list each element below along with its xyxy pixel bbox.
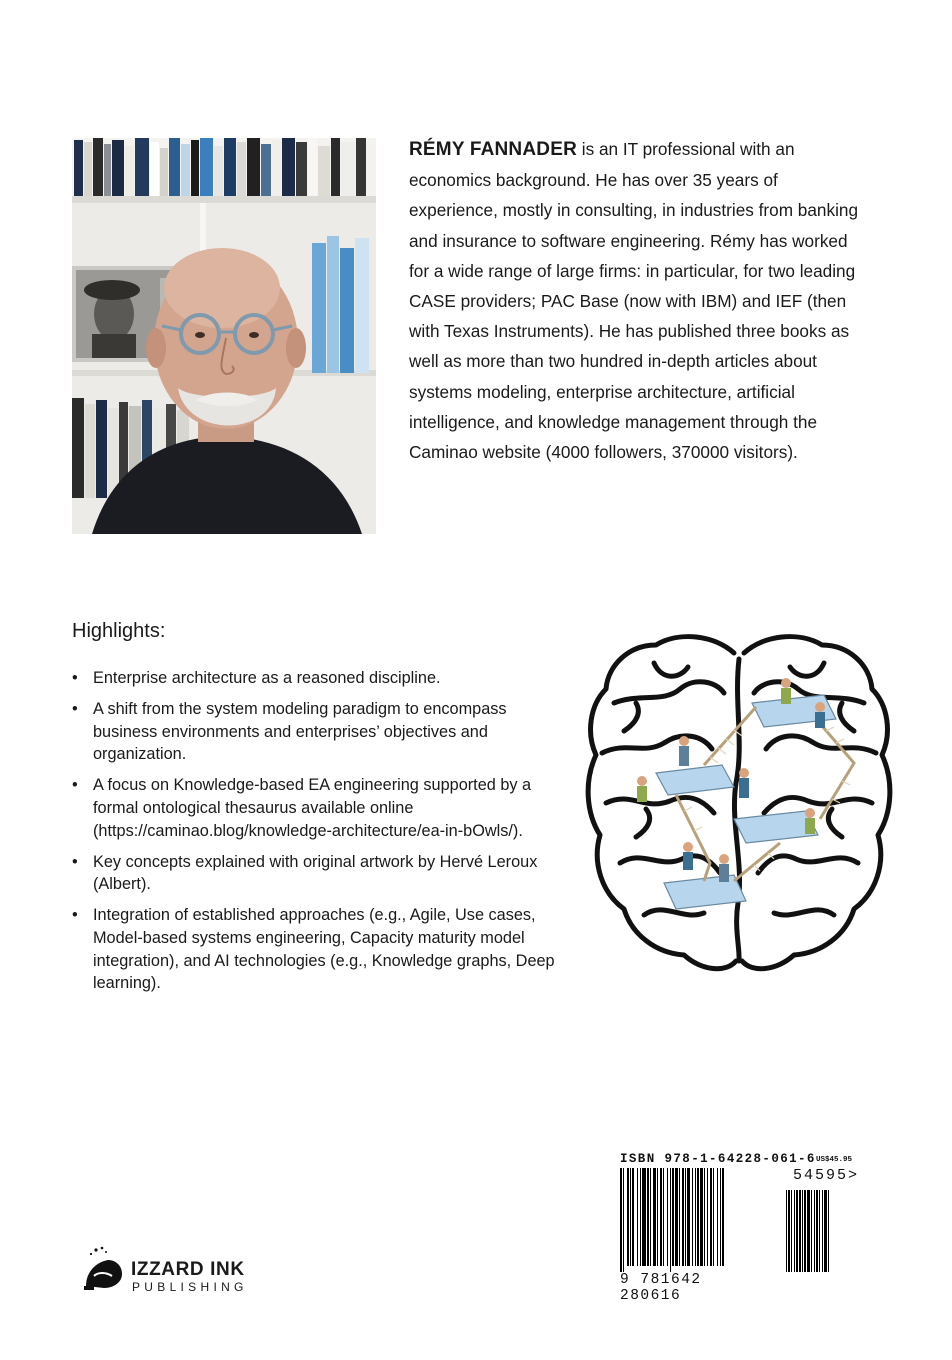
barcode-bar bbox=[685, 1168, 686, 1266]
author-name: RÉMY FANNADER bbox=[409, 139, 577, 160]
barcode-bar bbox=[667, 1168, 668, 1266]
barcode-bar bbox=[670, 1168, 671, 1272]
barcode-addon-bar bbox=[819, 1190, 820, 1272]
barcode-bar bbox=[682, 1168, 684, 1266]
barcode-bar bbox=[620, 1168, 622, 1272]
barcode-bar bbox=[713, 1168, 714, 1266]
list-item: • A focus on Knowledge-based EA engineering supported by a formal ontological thesaurus available online (https://caminao.blog/knowledge-architecture/ea-in-bOwls/). bbox=[72, 776, 532, 840]
bullet-icon: • bbox=[72, 776, 78, 795]
barcode-bar bbox=[707, 1168, 708, 1266]
barcode-bar bbox=[623, 1168, 624, 1272]
bullet-icon: • bbox=[72, 700, 78, 719]
barcode-addon-bar bbox=[816, 1190, 818, 1272]
author-photo bbox=[72, 138, 376, 534]
barcode-addon-bar bbox=[799, 1190, 801, 1272]
barcode-addon-bar bbox=[791, 1190, 792, 1272]
isbn-label: ISBN 978-1-64228-061-6 bbox=[620, 1152, 816, 1166]
barcode-bar bbox=[630, 1168, 631, 1266]
barcode-bar bbox=[663, 1168, 664, 1266]
barcode-bar bbox=[717, 1168, 718, 1266]
barcode-addon-bar bbox=[824, 1190, 827, 1272]
barcode-addon-bar bbox=[828, 1190, 829, 1272]
barcode-digits: 9 781642 280616 bbox=[620, 1272, 702, 1304]
highlights-title: Highlights: bbox=[72, 620, 166, 642]
highlights-list bbox=[72, 667, 557, 1003]
barcode-bar bbox=[720, 1168, 721, 1266]
barcode-bar bbox=[640, 1168, 641, 1266]
barcode-bar bbox=[637, 1168, 638, 1266]
barcode bbox=[620, 1168, 860, 1272]
brain-illustration bbox=[584, 623, 894, 978]
barcode-bar bbox=[692, 1168, 693, 1266]
barcode-bar bbox=[660, 1168, 662, 1266]
bullet-icon: • bbox=[72, 906, 78, 925]
barcode-addon-bar bbox=[794, 1190, 795, 1272]
barcode-bar bbox=[650, 1168, 651, 1266]
barcode-bar bbox=[642, 1168, 646, 1266]
barcode-bar bbox=[710, 1168, 712, 1266]
barcode-addon-bar bbox=[786, 1190, 787, 1272]
barcode-bar bbox=[697, 1168, 699, 1266]
barcode-bar bbox=[627, 1168, 629, 1266]
price-label: US$45.95 bbox=[816, 1156, 853, 1164]
barcode-bar bbox=[657, 1168, 658, 1266]
author-bio-text: is an IT professional with an economics background. He has over 35 years of experience, mostly in consulting, in industries from banking and insurance to software engineering. Rémy has worked for a wide range of large firms: in particular, for two leading CASE providers; PAC Base (now with IBM) and IEF (then with Texas Instruments). He has published three books as well as more than two hundred in-depth articles about systems modeling, enterprise architecture, artificial intelligence, and knowledge management through the Caminao website (4000 followers, 370000 visitors). bbox=[409, 139, 859, 463]
barcode-bar bbox=[647, 1168, 649, 1266]
list-item: • Key concepts explained with original artwork by Hervé Leroux (Albert). bbox=[72, 852, 538, 894]
list-item: • Integration of established approaches (e.g., Agile, Use cases, Model-based systems engineering, Capacity maturity model integration), and AI technologies (e.g., Knowledge graphs, Deep learning). bbox=[72, 906, 555, 993]
bullet-icon: • bbox=[72, 669, 78, 687]
publisher-logo bbox=[82, 1246, 128, 1292]
barcode-bar bbox=[722, 1168, 724, 1266]
barcode-addon-bar bbox=[804, 1190, 806, 1272]
bullet-icon: • bbox=[72, 852, 78, 871]
barcode-addon-bar bbox=[802, 1190, 803, 1272]
barcode-bar bbox=[704, 1168, 705, 1266]
barcode-addon-bar bbox=[814, 1190, 815, 1272]
publisher-subtitle: PUBLISHING bbox=[132, 1280, 248, 1294]
barcode-bar bbox=[695, 1168, 696, 1266]
barcode-bar bbox=[679, 1168, 680, 1266]
barcode-bar bbox=[675, 1168, 678, 1266]
barcode-bar bbox=[632, 1168, 634, 1266]
barcode-bar bbox=[672, 1168, 674, 1266]
barcode-bar bbox=[653, 1168, 656, 1266]
list-item: • A shift from the system modeling paradigm to encompass business environments and enterprises’ objectives and organization. bbox=[72, 700, 507, 764]
barcode-bar bbox=[687, 1168, 690, 1266]
barcode-addon-bar bbox=[811, 1190, 812, 1272]
barcode-addon-digits: 54595> bbox=[793, 1167, 860, 1184]
barcode-addon-bar bbox=[807, 1190, 810, 1272]
author-bio bbox=[409, 134, 869, 467]
barcode-addon-bar bbox=[788, 1190, 790, 1272]
barcode-bar bbox=[700, 1168, 703, 1266]
barcode-addon-bar bbox=[796, 1190, 798, 1272]
publisher-name: IZZARD INK bbox=[131, 1259, 245, 1280]
list-item: • Enterprise architecture as a reasoned discipline. bbox=[72, 667, 557, 690]
barcode-addon-bar bbox=[822, 1190, 823, 1272]
